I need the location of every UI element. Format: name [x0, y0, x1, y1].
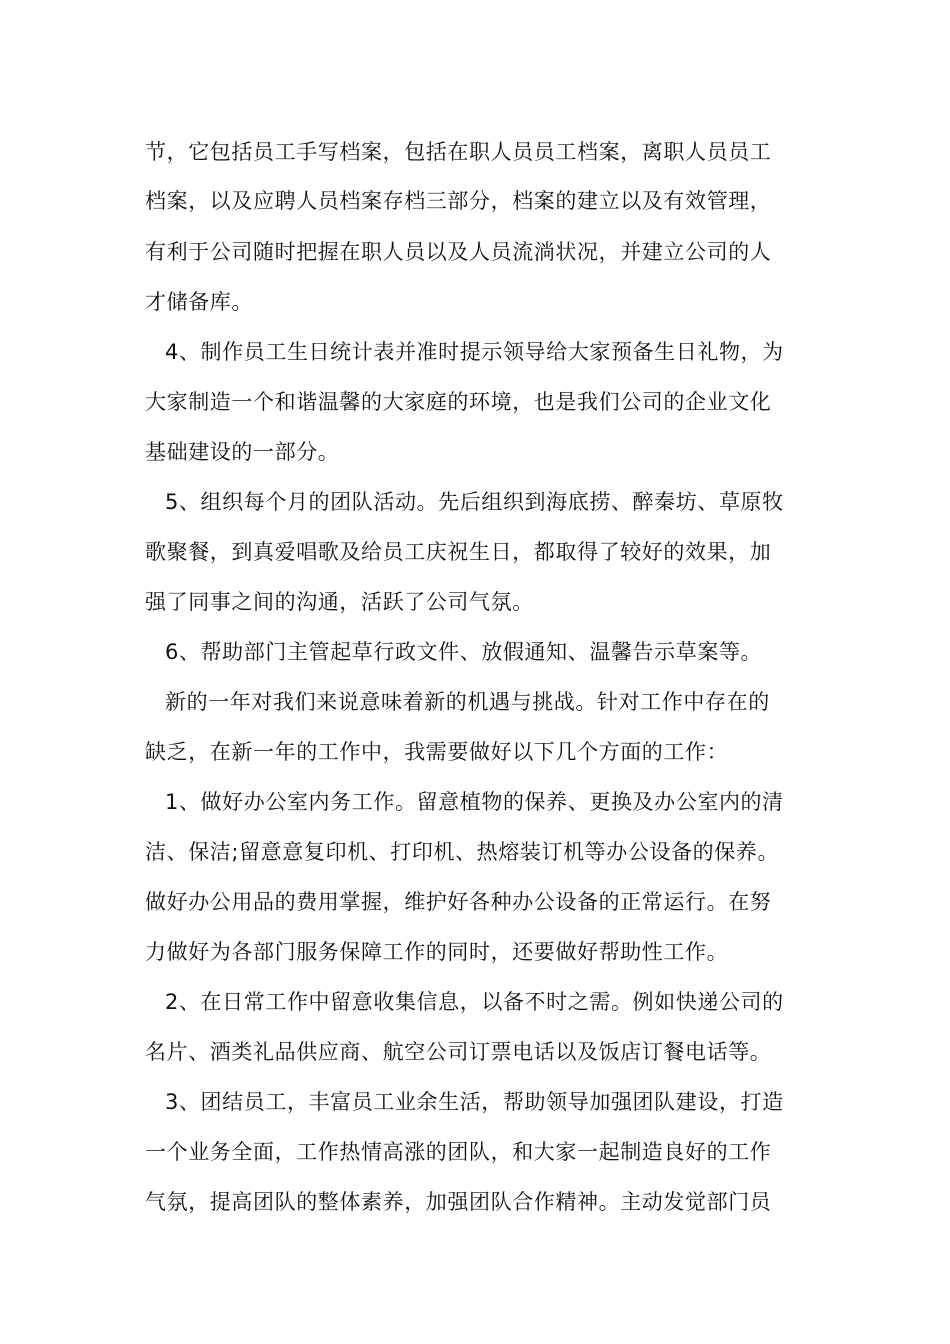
text-line: 做好办公用品的费用掌握，维护好各种办公设备的正常运行。在努	[145, 890, 772, 914]
text-line: 档案，以及应聘人员档案存档三部分，档案的建立以及有效管理，	[145, 189, 772, 213]
text-line: 强了同事之间的沟通，活跃了公司气氛。	[145, 590, 534, 614]
text-line: 洁、保洁;留意意复印机、打印机、热熔装订机等办公设备的保养。	[145, 840, 780, 864]
text-line: 6、帮助部门主管起草行政文件、放假通知、温馨告示草案等。	[165, 640, 763, 664]
text-line: 3、团结员工，丰富员工业余生活，帮助领导加强团队建设，打造	[165, 1090, 784, 1114]
text-line: 基础建设的一部分。	[145, 440, 340, 464]
text-line: 一个业务全面，工作热情高涨的团队，和大家一起制造良好的工作	[145, 1140, 772, 1164]
text-line: 缺乏，在新一年的工作中，我需要做好以下几个方面的工作：	[145, 740, 729, 764]
text-line: 歌聚餐，到真爱唱歌及给员工庆祝生日，都取得了较好的效果，加	[145, 540, 772, 564]
text-line: 才储备库。	[145, 290, 253, 314]
text-line: 1、做好办公室内务工作。留意植物的保养、更换及办公室内的清	[165, 790, 784, 814]
text-line: 力做好为各部门服务保障工作的同时，还要做好帮助性工作。	[145, 940, 729, 964]
text-line: 新的一年对我们来说意味着新的机遇与挑战。针对工作中存在的	[165, 690, 770, 714]
text-line: 名片、酒类礼品供应商、航空公司订票电话以及饭店订餐电话等。	[145, 1040, 772, 1064]
text-line: 4、制作员工生日统计表并准时提示领导给大家预备生日礼物，为	[165, 340, 784, 364]
text-line: 气氛，提高团队的整体素养，加强团队合作精神。主动发觉部门员	[145, 1190, 772, 1214]
text-line: 有利于公司随时把握在职人员以及人员流淌状况，并建立公司的人	[145, 240, 772, 264]
text-line: 5、组织每个月的团队活动。先后组织到海底捞、醉秦坊、草原牧	[165, 490, 784, 514]
text-line: 大家制造一个和谐温馨的大家庭的环境，也是我们公司的企业文化	[145, 390, 772, 414]
text-line: 2、在日常工作中留意收集信息，以备不时之需。例如快递公司的	[165, 990, 784, 1014]
text-line: 节，它包括员工手写档案，包括在职人员员工档案，离职人员员工	[145, 140, 772, 164]
